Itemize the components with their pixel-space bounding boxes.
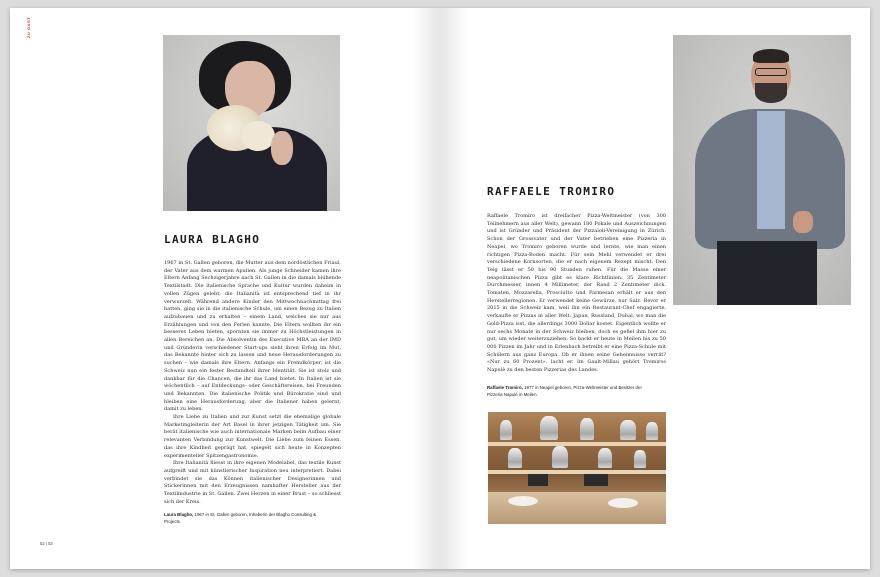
caption-name: Laura Blagho, bbox=[164, 512, 194, 517]
trophy-shelf-photo bbox=[488, 412, 666, 524]
page-numbers: 52 | 53 bbox=[40, 541, 53, 546]
left-page bbox=[10, 8, 440, 569]
paragraph: 1967 in St. Gallen geboren, die Mutter aus dem nordöstlichen Friaul, der Vater aus dem warmen Apulien. Als junge Schneider kamen ihre Eltern Anfang Sechzigerjahre nach St. Gallen in die damals blühende Textilstadt. Die italienische Sprache und Kultur wurden daheim in vollen Zügen gelebt, die Italianità ist entsprechend tief in ihr verwurzelt. Während andere Kinder den Mittwochnachmittag frei hatten, ging sie in die italienische Schule, um einen Bezug zu Italien aufzubauen und zu erhalten – einem Land, welches sie nur aus Erzählungen und von den Ferien kannte. Die Eltern wollten ihr ein besseres Leben bieten, spornten sie immer zu Höchstleistungen in allen Bereichen an. Die Absolventin des Executive MBA an der IMD und Gründerin verschiedener Start-ups sieht ihren Erfolg im Mut, das Bekannte hinter sich zu lassen und neue Herausforderungen zu suchen – wie damals ihre Eltern. Anfangs ein Fremdkörper, ist die Schweiz nun ein fester Bestandteil ihrer Identität. Sie ist stolz und dankbar für die Chancen, die ihr das Land bietet. In Italien ist sie wöchentlich – auf Entdeckungs- oder Geschäftsreisen, bei Freunden und Bekannten. Die italienische Politik und Bürokratie sind und bleiben eine Herausforderung, aber die Italiener haben gelernt, damit zu leben. bbox=[164, 260, 341, 413]
caption-name: Raffaele Tromiro, bbox=[487, 385, 523, 390]
paragraph: Ihre Liebe zu Italien und zur Kunst setzt die ehemalige globale Marketingleiterin der Art Basel in ihrer jetzigen Tätigkeit um. Sie berät italienische wie auch internationale Marken beim Aufbau einer relevanten Verbindung zur Kunstwelt. Die Liebe zum feinen Essen, das ihre Kindheit geprägt hat, spiegelt sich heute in Konzepten experimenteller Spitzengastronomie. bbox=[164, 414, 341, 459]
magazine-spread bbox=[10, 8, 870, 569]
portrait-laura-blagho bbox=[163, 35, 340, 211]
name-heading-laura: LAURA BLAGHO bbox=[164, 233, 261, 246]
caption-raffaele bbox=[487, 385, 657, 398]
article-text-laura bbox=[164, 260, 341, 507]
section-tag: ZU GAST bbox=[26, 16, 31, 38]
name-heading-raffaele: RAFFAELE TROMIRO bbox=[487, 185, 616, 198]
right-page bbox=[440, 8, 870, 569]
article-text-raffaele: Raffaele Tromiro ist dreifacher Pizza-Weltmeister (von 300 Teilnehmern aus aller Welt), gewann 180 Pokale und Auszeichnungen und ist Gründer und Präsident der Pizzaioli-Vereinigung in Zürich. Schon der Grossvater und der Vater betrieben eine Pizzeria in Neapel, wo Tromiro geboren wurde und lernte, wie man einen richtigen Pizza-Boden macht. Für sein Mehl verwendet er drei verschiedene Kornsorten, die er nach eigenem Rezept mischt. Den Teig lässt er 50 bis 90 Stunden ruhen. Für die Masse einer neapolitanischen Pizza gibt es klare Richtlinien: 35 Zentimeter Durchmesser, innen 4 Millimeter, der Rand 2 Zentimeter dick. Tomaten, Mozzarella, Prosciutto und Parmesan erhält er aus den Herstellerregionen. Er verwendet keine Gewürze, nur Salz. Bevor er 2015 in die Schweiz kam, weil ihn ein Restaurant-Chef engagierte, verkaufte er Pizzas in aller Welt: Japan, Russland, Dubai, wo man die Gold-Pizza isst, die allerdings 3000 Dollar kostet. Eigentlich wollte er nur sechs Monate in der Schweiz bleiben, doch es gefiel ihm hier zu gut, um wieder weiterzuziehen. So backt er heute in Meilen bis zu 50 000 Pizzen im Jahr und in Erlenbach betreibt er eine Pizza-Schule mit Schülern aus ganz Europa. Ob er ihnen seine Geheimnisse verrät? «Nur zu 60 Prozent», lacht er. Im Gault-Millau gehört Tromiros Napulè zu den besten Pizzerias des Landes. bbox=[487, 213, 666, 374]
paragraph: Ihre Italianità fliesst in ihre eigenen Modelabel, das textile Kunst aufgreift und mit künstlerischer Inspiration neu interpretiert. Dabei verbindet sie das Können italienischer Designerinnen und Stickerinnen mit den Erzeugnissen namhafter Hersteller aus der Textilindustrie in St. Gallen. Zwei Herzen in einer Brust – so schliesst sich der Kreis. bbox=[164, 460, 341, 505]
portrait-raffaele-tromiro bbox=[673, 35, 851, 305]
caption-text: 1977 in Neapel geboren, Pizza-Weltmeister und Besitzer der Pizzeria Napulè in Meilen. bbox=[487, 385, 642, 397]
caption-laura bbox=[164, 512, 324, 525]
caption-text: 1967 in St. Gallen geboren, Inhaberin der Blagho Consulting & Projects. bbox=[164, 512, 317, 524]
